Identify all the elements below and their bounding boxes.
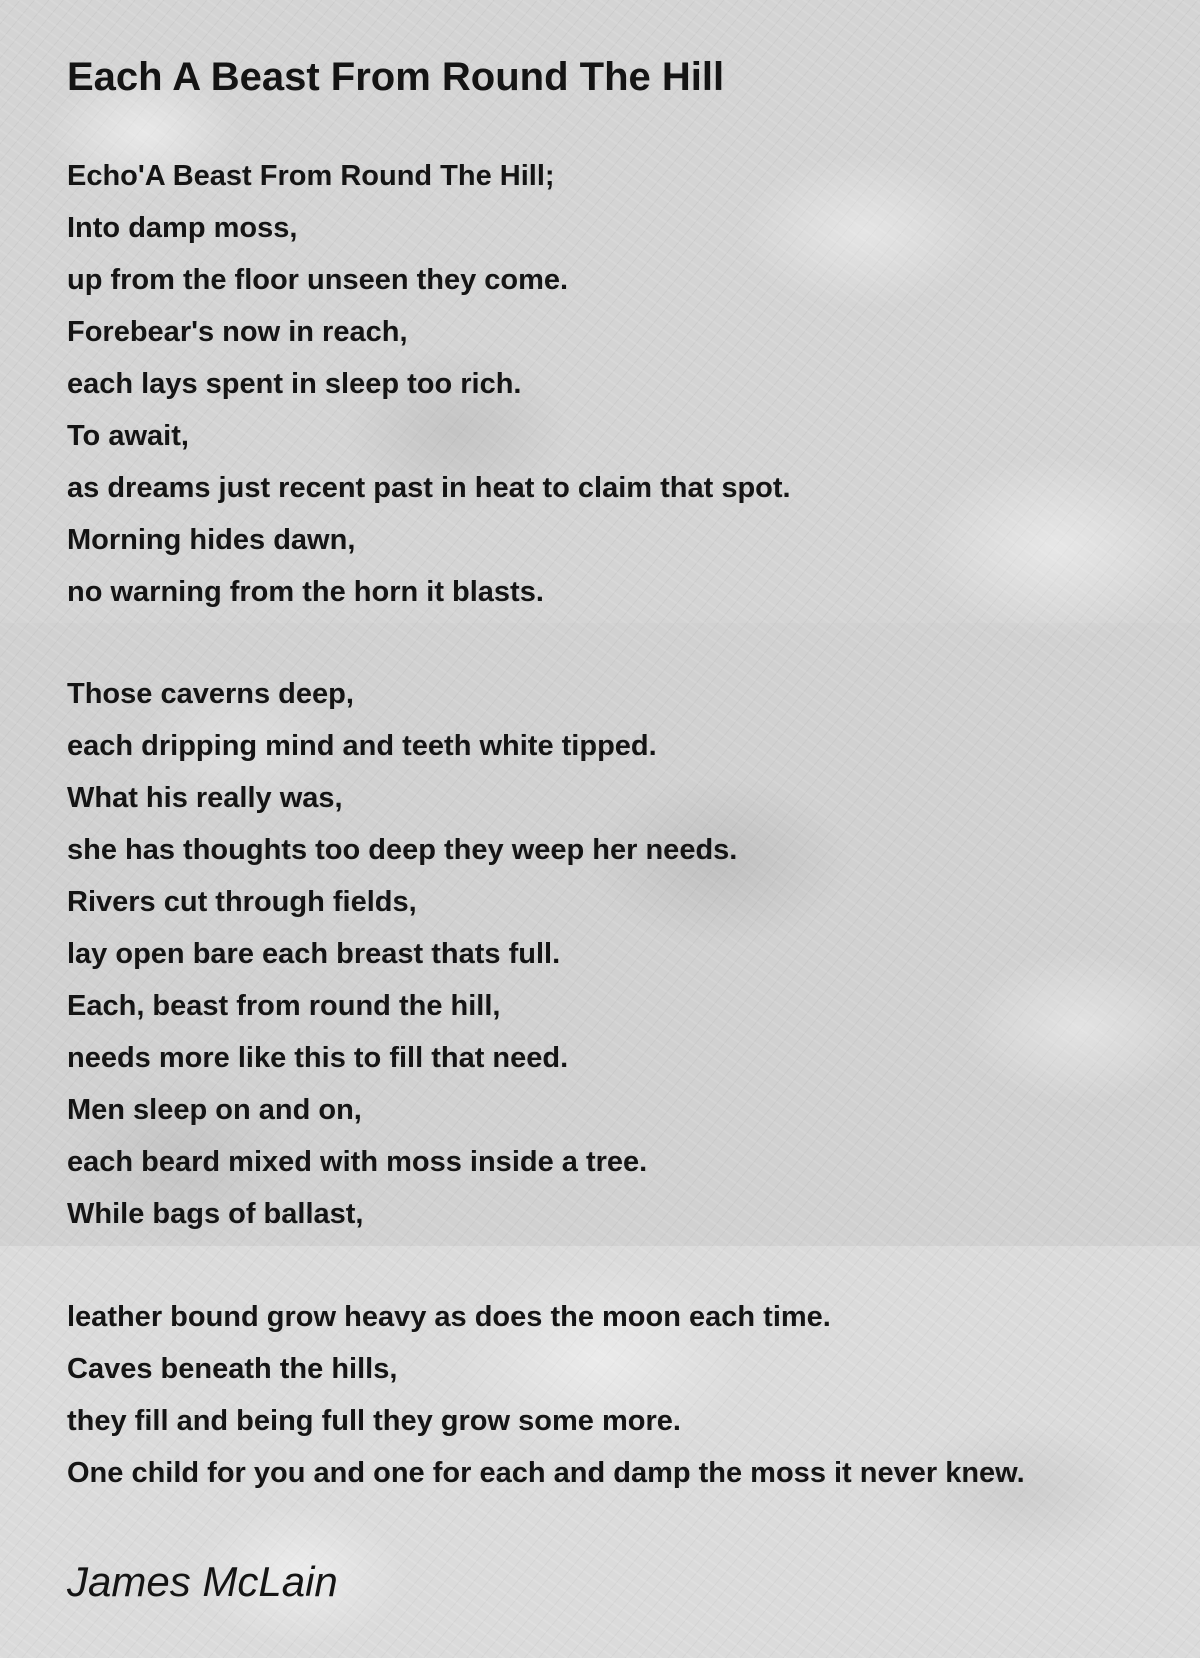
- poem-stanza-2: [67, 668, 737, 1240]
- poem-line: needs more like this to fill that need.: [67, 1042, 569, 1074]
- poem-line: To await,: [67, 420, 189, 452]
- poem-line: What his really was,: [67, 782, 343, 814]
- poem-line: lay open bare each breast thats full.: [67, 938, 561, 970]
- poem-line: Each, beast from round the hill,: [67, 990, 501, 1022]
- poem-line: leather bound grow heavy as does the moon each time.: [67, 1301, 831, 1333]
- poem-line: each lays spent in sleep too rich.: [67, 368, 522, 400]
- poem-line: Echo'A Beast From Round The Hill;: [67, 160, 555, 192]
- poem-stanza-3: [67, 1291, 1025, 1499]
- poem-line: no warning from the horn it blasts.: [67, 576, 544, 608]
- poem-line: Into damp moss,: [67, 212, 298, 244]
- poem-line: each beard mixed with moss inside a tree.: [67, 1146, 648, 1178]
- poem-line: they fill and being full they grow some more.: [67, 1405, 681, 1437]
- poem-line: Those caverns deep,: [67, 678, 354, 710]
- poem-line: While bags of ballast,: [67, 1198, 364, 1230]
- poem-line: Morning hides dawn,: [67, 524, 356, 556]
- poem-author: James McLain: [67, 1558, 338, 1605]
- poem-stanza-1: [67, 150, 791, 618]
- poem-title: Each A Beast From Round The Hill: [67, 55, 725, 99]
- poem-line: each dripping mind and teeth white tipped.: [67, 730, 657, 762]
- poem-line: Caves beneath the hills,: [67, 1353, 398, 1385]
- poem-line: Forebear's now in reach,: [67, 316, 408, 348]
- poem-line: Men sleep on and on,: [67, 1094, 362, 1126]
- poem-line: she has thoughts too deep they weep her needs.: [67, 834, 738, 866]
- poem-line: One child for you and one for each and damp the moss it never knew.: [67, 1457, 1025, 1489]
- poem-line: up from the floor unseen they come.: [67, 264, 569, 296]
- poem-line: Rivers cut through fields,: [67, 886, 417, 918]
- poem-line: as dreams just recent past in heat to claim that spot.: [67, 472, 791, 504]
